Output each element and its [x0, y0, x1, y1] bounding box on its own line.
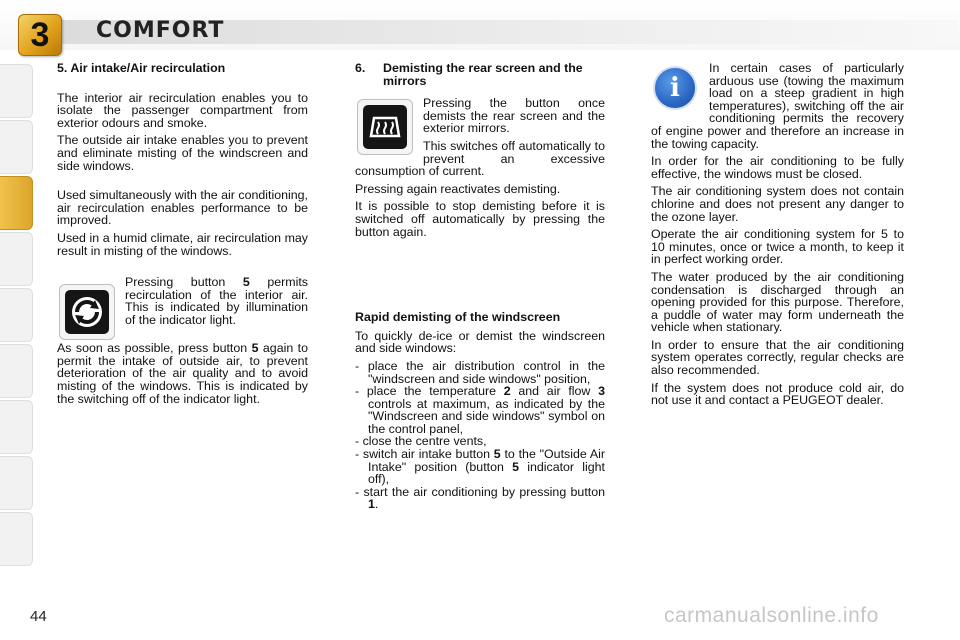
chapter-tab-9[interactable]: [0, 512, 33, 566]
heading-number: 6.: [355, 61, 366, 75]
chapter-tab-8[interactable]: [0, 456, 33, 510]
paragraph: Used in a humid climate, air recirculation may result in misting of the windows.: [57, 230, 308, 258]
text-run: - switch air intake button: [355, 447, 494, 462]
list-item: - place the air distribution control in the "windscreen and side windows" position,: [355, 358, 605, 386]
paragraph: To quickly de-ice or demist the windscreen and side windows:: [355, 328, 605, 356]
list-item: [355, 448, 605, 486]
text-run: permits recirculation of the interior air. This is indicated by illumination of the indicator light.: [125, 275, 308, 327]
button-reference: 5: [242, 275, 250, 290]
paragraph: It is possible to stop demisting before it is switched off automatically by pressing the button again.: [355, 199, 605, 239]
text-run: As soon as possible, press button: [57, 341, 252, 356]
text-run: and air flow: [510, 384, 599, 399]
column-demisting: [355, 62, 605, 511]
paragraph: In order to ensure that the air conditioning system operates correctly, regular checks are also recommended.: [651, 337, 904, 378]
chapter-tab-7[interactable]: [0, 400, 33, 454]
chapter-number: 3: [30, 16, 50, 54]
button-reference: 1: [368, 497, 375, 512]
rear-demist-button-image: [357, 99, 413, 155]
instruction-list: [355, 360, 605, 511]
section-heading: Rapid demisting of the windscreen: [355, 310, 561, 325]
chapter-tab-5[interactable]: [0, 288, 33, 342]
text-run: - start the air conditioning by pressing button: [355, 484, 605, 499]
chapter-tabs: [0, 64, 36, 576]
paragraph: If the system does not produce cold air, do not use it and contact a PEUGEOT dealer.: [651, 380, 904, 408]
chapter-tab-4[interactable]: [0, 232, 33, 286]
column-information: [651, 62, 904, 412]
page-number: 44: [30, 608, 47, 625]
button-reference: 3: [598, 384, 605, 399]
paragraph: Operate the air conditioning system for 5 to 10 minutes, once or twice a month, to keep it in perfect working order.: [651, 227, 904, 267]
paragraph: The interior air recirculation enables you to isolate the passenger compartment from exterior odours and smoke.: [57, 90, 308, 130]
paragraph: Pressing again reactivates demisting.: [355, 181, 561, 196]
text-run: .: [374, 497, 379, 512]
info-icon: i: [653, 66, 697, 110]
paragraph: The water produced by the air conditioning condensation is discharged through an opening provided for this purpose. Therefore, a puddle of water may form underneath the vehicle when stationary.: [651, 269, 904, 335]
text-run: controls at maximum, as indicated by the "Windscreen and side windows" symbol on the control panel,: [368, 396, 605, 436]
text-run: - place the temperature: [355, 384, 504, 399]
text-run: Pressing button: [125, 275, 243, 290]
list-item: - close the centre vents,: [355, 434, 487, 449]
paragraph: In certain cases of particularly arduous use (towing the maximum load on a steep gradient in high temperatures), switching off the air conditioning permits the recovery of engine power and therefore an increase in the towing capacity.: [651, 61, 904, 151]
rear-demist-icon: [368, 112, 402, 142]
paragraph: In order for the air conditioning to be fully effective, the windows must be closed.: [651, 154, 904, 181]
recirculation-icon: [68, 293, 106, 331]
heading-text: Demisting the rear screen and the mirrors: [383, 61, 583, 88]
paragraph: The air conditioning system does not contain chlorine and does not present any danger to the ozone layer.: [651, 184, 904, 224]
chapter-tab-1[interactable]: [0, 64, 33, 118]
paragraph: The outside air intake enables you to prevent and eliminate misting of the windscreen and side windows.: [57, 133, 308, 173]
column-air-recirculation: [57, 62, 308, 410]
section-heading: 5. Air intake/Air recirculation: [57, 61, 226, 75]
page-title: COMFORT: [96, 18, 225, 43]
paragraph: Used simultaneously with the air conditioning, air recirculation enables performance to be improved.: [57, 188, 308, 228]
watermark: carmanualsonline.info: [664, 604, 879, 627]
list-item: [355, 486, 605, 511]
text-run: again to permit the intake of outside air, to prevent deterioration of the air quality and to avoid misting of the windows. This is indicated by the switching off of the indicator light.: [57, 341, 308, 406]
chapter-tab-2[interactable]: [0, 120, 33, 174]
text-run: indicator light off),: [368, 459, 605, 487]
button-reference: 5: [512, 459, 519, 474]
section-heading: [355, 62, 605, 87]
text-run: to the "Outside Air Intake" position (button: [368, 447, 605, 474]
paragraph: [57, 342, 308, 405]
button-reference: 2: [503, 384, 511, 399]
chapter-tab-3[interactable]: [0, 176, 33, 230]
button-reference: 5: [251, 341, 259, 356]
button-reference: 5: [493, 447, 501, 462]
recirculation-button-image: [59, 284, 115, 340]
paragraph: Pressing the button once demists the rear screen and the exterior mirrors.: [423, 96, 605, 136]
chapter-tab-6[interactable]: [0, 344, 33, 398]
list-item: [355, 385, 605, 435]
paragraph: This switches off automatically to prevent an excessive consumption of current.: [355, 138, 605, 179]
chapter-badge: [18, 14, 62, 56]
